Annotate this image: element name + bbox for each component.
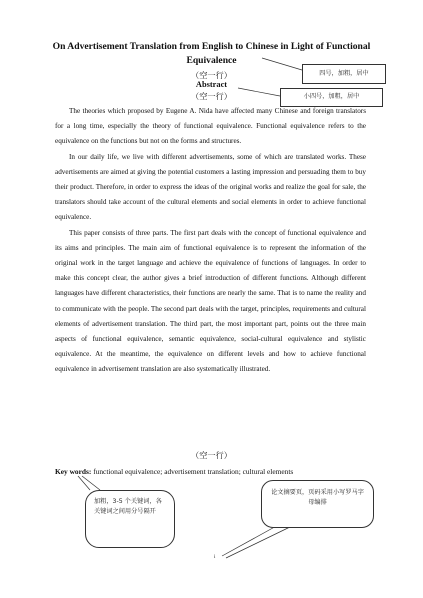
- blank-line-marker: （空一行）: [191, 92, 232, 101]
- keywords-format-callout: 加粗，3-5 个关键词，各关键词之间用分号隔开: [85, 490, 175, 548]
- abstract-body: [55, 104, 366, 378]
- keywords-label: Key words:: [55, 467, 92, 476]
- abstract-heading: Abstract: [195, 80, 228, 89]
- keywords-line: [55, 466, 375, 478]
- blank-line-marker: （空一行）: [191, 71, 232, 80]
- abstract-paragraph: This paper consists of three parts. The first part deals with the concept of functional equivalence and its aims and principles. The main aim of functional equivalence is to represent the information of the original work in the target language and achieve the equivalence of functions of languages. In order to make this concept clear, the author gives a brief introduction of different functions. Although different languages have different characteristics, their functions are nearly the same. That is to name the reality and to communicate with the people. The second part deals with the target, principles, requirements and cultural elements of advertisement translation. The third part, the most important part, points out the three main aspects of functional equivalence, semantic equivalence, social-cultural equivalence and stylistic equivalence. At the meantime, the equivalence on different levels and how to achieve functional equivalence in advertisement translation are also systematically illustrated.: [55, 228, 366, 374]
- abstract-paragraph: The theories which proposed by Eugene A. Nida have affected many Chinese and foreign translators for a long time, especially the theory of functional equivalence. Functional equivalence refers to the equivalence on the functions but not on the forms and structures.: [55, 107, 366, 146]
- blank-line-marker: （空一行）: [191, 451, 232, 460]
- abstract-format-callout: 小四号，加粗，居中: [280, 88, 383, 107]
- pagination-format-callout: 论文摘要页，页码采用小写罗马字母编排: [261, 480, 374, 528]
- abstract-paragraph: In our daily life, we live with different advertisements, some of which are translated works. These advertisements are aimed at giving the potential customers a lasting impression and persuading them to buy their product. Therefore, in order to express the ideas of the original works and realize the goal for sale, the translators should take account of the cultural elements and social elements in order to achieve functional equivalence.: [55, 152, 366, 222]
- keywords-text: functional equivalence; advertisement translation; cultural elements: [91, 467, 294, 476]
- page-number: i: [214, 555, 216, 560]
- title-format-callout: 四号，加粗，居中: [302, 64, 386, 84]
- paper-title: On Advertisement Translation from English to Chinese in Light of Functional Equivalence: [52, 41, 371, 66]
